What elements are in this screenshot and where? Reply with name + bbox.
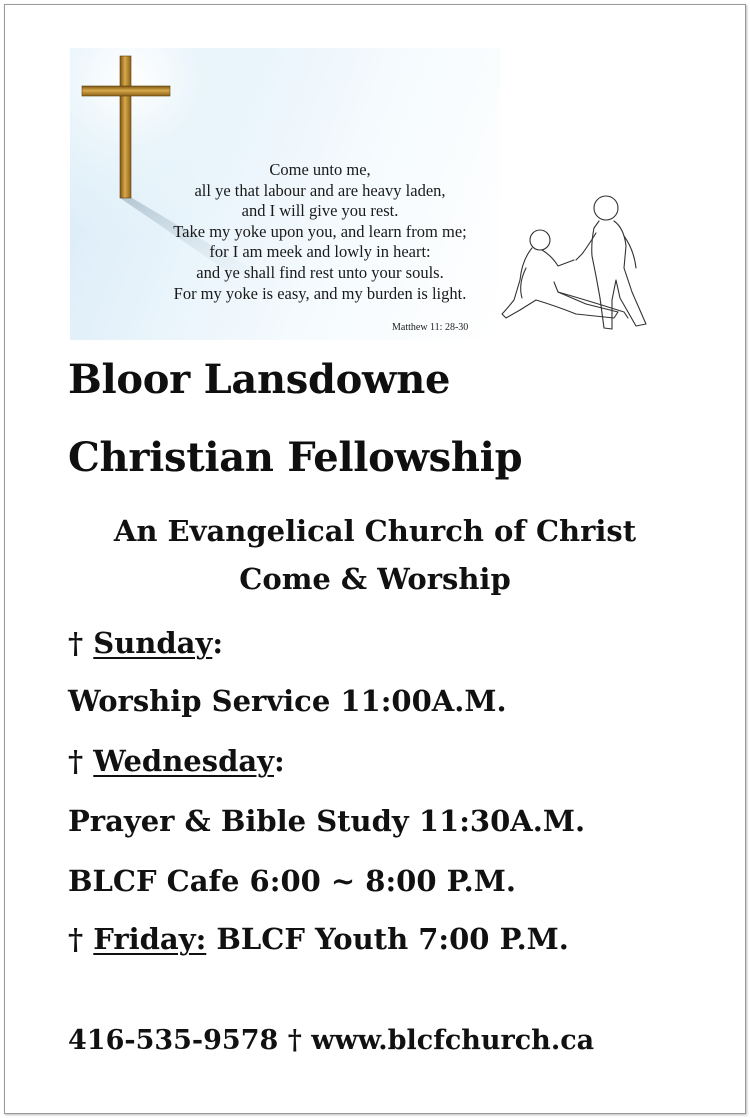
verse-reference: Matthew 11: 28-30: [392, 322, 469, 333]
verse-line: all ye that labour and are heavy laden,: [194, 180, 446, 200]
verse-line: for I am meek and lowly in heart:: [209, 242, 431, 262]
cross-separator-icon: †: [287, 1025, 302, 1056]
helping-hand-figures-icon: [496, 188, 676, 338]
wednesday-label: Wednesday: [93, 744, 274, 778]
sunday-label: Sunday: [93, 626, 213, 660]
cross-bullet-icon: †: [68, 922, 84, 956]
scripture-banner: [70, 48, 500, 340]
verse-line: and ye shall find rest unto your souls.: [196, 262, 444, 282]
church-name-line1: Bloor Lansdowne: [68, 356, 451, 403]
worship-invitation: Come & Worship: [239, 562, 511, 596]
cross-bullet-icon: †: [68, 744, 84, 778]
friday-label: Friday:: [93, 922, 207, 956]
wednesday-heading: † Wednesday:: [68, 744, 285, 778]
church-name-line2: Christian Fellowship: [68, 434, 523, 481]
friday-heading: [68, 922, 569, 956]
scripture-verse: [130, 160, 500, 304]
sunday-service: Worship Service 11:00A.M.: [68, 684, 507, 718]
verse-line: Take my yoke upon you, and learn from me;: [173, 221, 467, 241]
phone-number: 416-535-9578: [68, 1025, 279, 1056]
verse-line: Come unto me,: [269, 160, 371, 179]
sunday-heading: † Sunday:: [68, 626, 224, 660]
wednesday-cafe: BLCF Cafe 6:00 ~ 8:00 P.M.: [68, 864, 516, 898]
cross-bullet-icon: †: [68, 626, 84, 660]
friday-service: BLCF Youth 7:00 P.M.: [216, 922, 569, 956]
website-link[interactable]: www.blcfchurch.ca: [311, 1025, 595, 1056]
wednesday-bible-study: Prayer & Bible Study 11:30A.M.: [68, 804, 586, 838]
contact-footer: [68, 1025, 594, 1056]
verse-line: For my yoke is easy, and my burden is light.: [173, 283, 467, 303]
church-tagline: An Evangelical Church of Christ: [113, 514, 637, 548]
verse-line: and I will give you rest.: [241, 201, 399, 221]
